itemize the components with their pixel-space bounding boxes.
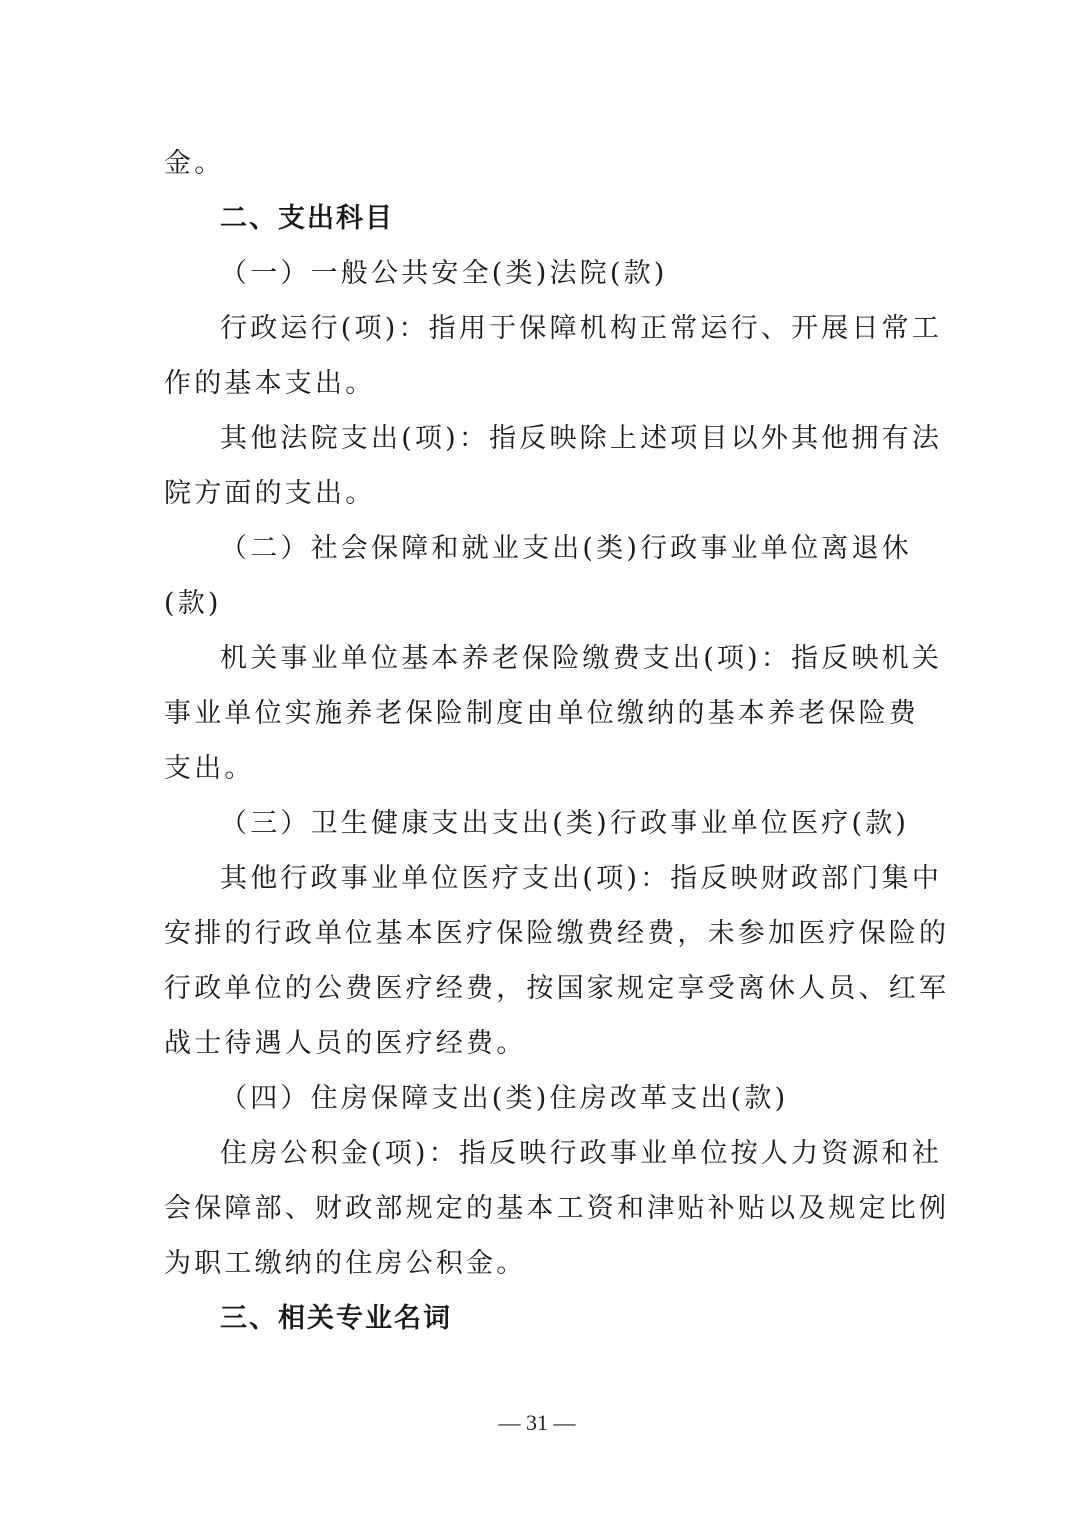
paragraph-line: 院方面的支出。 — [164, 478, 376, 509]
subsection-heading-housing: （四）住房保障支出(类)住房改革支出(款) — [220, 1083, 789, 1114]
section-heading-expenditure-items: 二、支出科目 — [220, 203, 394, 234]
paragraph-line: 其他行政事业单位医疗支出(项)：指反映财政部门集中 — [220, 863, 943, 894]
paragraph-line: 支出。 — [164, 753, 255, 784]
paragraph-line: 安排的行政单位基本医疗保险缴费经费，未参加医疗保险的 — [164, 918, 950, 949]
page-body — [164, 136, 950, 1346]
paragraph-line: 事业单位实施养老保险制度由单位缴纳的基本养老保险费 — [164, 698, 919, 729]
subsection-heading-health: （三）卫生健康支出支出(类)行政事业单位医疗(款) — [220, 808, 910, 839]
paragraph-line: 为职工缴纳的住房公积金。 — [164, 1248, 527, 1279]
subsection-heading-public-security: （一）一般公共安全(类)法院(款) — [220, 258, 668, 289]
paragraph-line: 其他法院支出(项)：指反映除上述项目以外其他拥有法 — [220, 423, 943, 454]
page-number: — 31 — — [498, 1410, 576, 1435]
paragraph-line: 住房公积金(项)：指反映行政事业单位按人力资源和社 — [220, 1138, 943, 1169]
subsection-heading-social-security: （二）社会保障和就业支出(类)行政事业单位离退休 — [220, 533, 912, 564]
paragraph-line: 会保障部、财政部规定的基本工资和津贴补贴以及规定比例 — [164, 1193, 950, 1224]
paragraph-line: 行政单位的公费医疗经费，按国家规定享受离休人员、红军 — [164, 973, 950, 1004]
paragraph-line: (款) — [164, 588, 222, 619]
paragraph-line: 行政运行(项)：指用于保障机构正常运行、开展日常工 — [220, 313, 943, 344]
paragraph-line: 机关事业单位基本养老保险缴费支出(项)：指反映机关 — [220, 643, 943, 674]
paragraph-line: 作的基本支出。 — [164, 368, 376, 399]
section-heading-terms: 三、相关专业名词 — [220, 1303, 452, 1334]
paragraph-line: 金。 — [164, 148, 225, 179]
paragraph-line: 战士待遇人员的医疗经费。 — [164, 1028, 527, 1059]
